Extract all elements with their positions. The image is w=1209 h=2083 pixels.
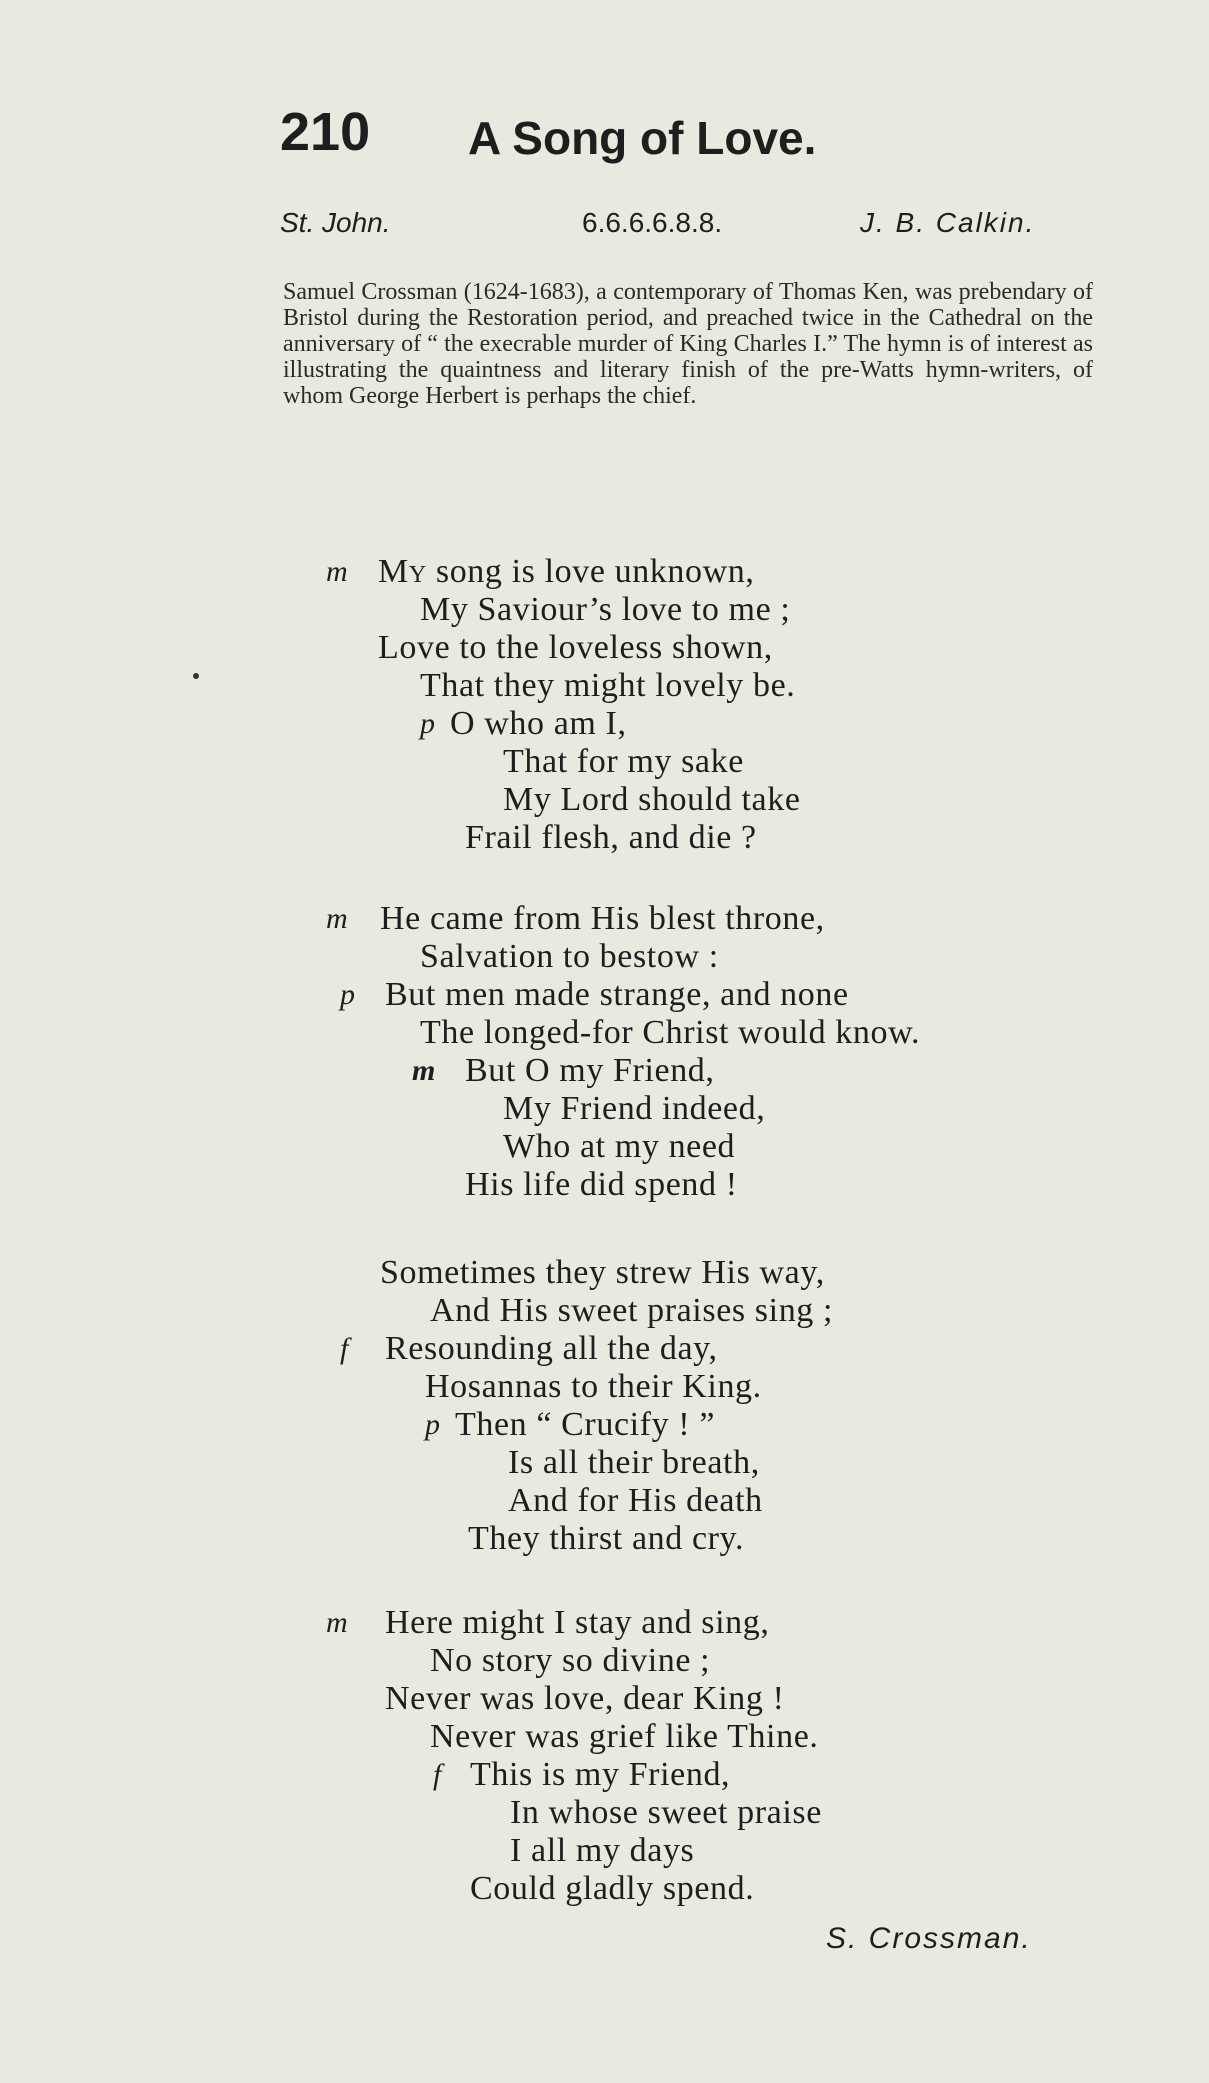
verse-line: Salvation to bestow : <box>420 938 719 975</box>
dynamic-mark: p <box>420 707 435 740</box>
hymn-title: A Song of Love. <box>468 112 817 164</box>
dynamic-mark: f <box>340 1332 349 1365</box>
verse-line: My Lord should take <box>503 781 801 818</box>
verse-line: This is my Friend, <box>470 1756 731 1793</box>
verse-line: And His sweet praises sing ; <box>430 1292 834 1329</box>
verse-line: His life did spend ! <box>465 1166 738 1203</box>
dynamic-mark: m <box>326 1606 348 1639</box>
dynamic-mark: m <box>326 902 348 935</box>
print-speck <box>193 673 199 679</box>
verse-line: My Friend indeed, <box>503 1090 766 1127</box>
verse-line: Here might I stay and sing, <box>385 1604 770 1641</box>
verse-line: Sometimes they strew His way, <box>380 1254 825 1291</box>
page-number: 210 <box>280 102 371 162</box>
verse-line: Who at my need <box>503 1128 736 1165</box>
verse-line: No story so divine ; <box>430 1642 711 1679</box>
verse-line-rest: song is love unknown, <box>426 553 755 590</box>
verse-line: Never was love, dear King ! <box>385 1680 785 1717</box>
verse-line: But O my Friend, <box>465 1052 715 1089</box>
dynamic-mark: p <box>340 978 355 1011</box>
verse-line: He came from His blest throne, <box>380 900 825 937</box>
verse-line: Never was grief like Thine. <box>430 1718 819 1755</box>
verse-line <box>378 553 754 591</box>
verse-line: That they might lovely be. <box>420 667 796 704</box>
verse-line: They thirst and cry. <box>468 1520 745 1557</box>
note-text: Samuel Crossman (1624-1683), a contemporary of Thomas Ken, was prebendary of Bristol during the Restoration period, and preached twice in the Cathedral on the anniversary of “ the execrable murder of King Charles I.” The hymn is of interest as illustrating the quaintness and literary finish of the pre-Watts hymn-writers, of whom George Herbert is perhaps the chief. <box>283 279 1093 409</box>
verse-line: Resounding all the day, <box>385 1330 718 1367</box>
hymn-author: S. Crossman. <box>826 1922 1032 1955</box>
tune-composer: J. B. Calkin. <box>860 207 1036 238</box>
verse-line: My Saviour’s love to me ; <box>420 591 791 628</box>
verse-line: Is all their breath, <box>508 1444 760 1481</box>
verse-line: The longed-for Christ would know. <box>420 1014 921 1051</box>
verse-line: Then “ Crucify ! ” <box>455 1406 716 1443</box>
verse-first-word: My <box>378 553 427 590</box>
verse-line: Frail flesh, and die ? <box>465 819 757 856</box>
verse-line: And for His death <box>508 1482 763 1519</box>
dynamic-mark: p <box>425 1408 440 1441</box>
verse-line: In whose sweet praise <box>510 1794 822 1831</box>
dynamic-mark: m <box>326 555 348 588</box>
tune-meter: 6.6.6.6.8.8. <box>582 207 723 238</box>
verse-line: O who am I, <box>450 705 627 742</box>
introductory-note <box>283 279 1093 409</box>
tune-name: St. John. <box>280 207 391 238</box>
verse-line: Hosannas to their King. <box>425 1368 762 1405</box>
dynamic-mark: m <box>412 1054 436 1087</box>
dynamic-mark: f <box>433 1758 442 1791</box>
verse-line: Could gladly spend. <box>470 1870 755 1907</box>
verse-line: Love to the loveless shown, <box>378 629 773 666</box>
verse-line: I all my days <box>510 1832 695 1869</box>
verse-line: That for my sake <box>503 743 744 780</box>
verse-line: But men made strange, and none <box>385 976 849 1013</box>
